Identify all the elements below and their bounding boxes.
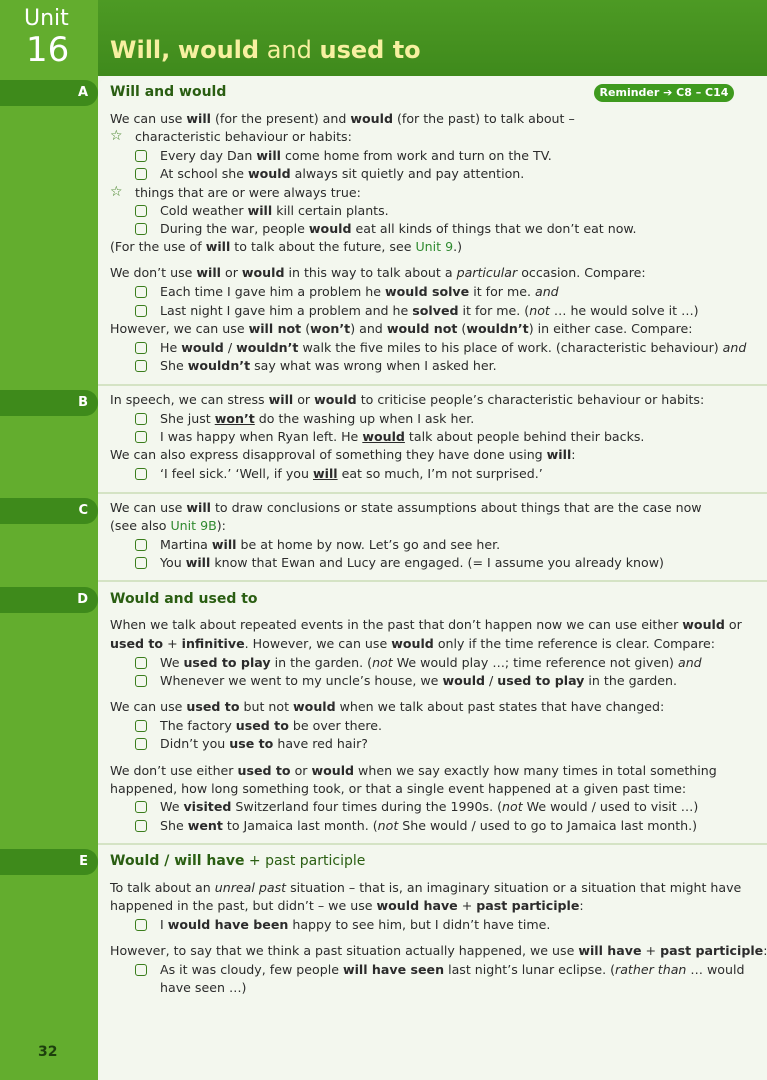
sidebar: [0, 0, 98, 1080]
example-line: Each time I gave him a problem he would solve it for me. and: [160, 284, 559, 299]
example-line: The factory used to be over there.: [160, 718, 383, 733]
unit-label: Unit: [24, 6, 69, 31]
unit-link[interactable]: Unit 9B: [170, 518, 217, 533]
bullet-icon: [135, 413, 147, 425]
example-line: I would have been happy to see him, but I didn’t have time.: [160, 917, 551, 932]
bullet-icon: [135, 801, 147, 813]
section-d-title: Would and used to: [110, 591, 258, 607]
text-line: However, to say that we think a past situation actually happened, we use will have + past participle: [110, 943, 764, 958]
bullet-icon: [135, 342, 147, 354]
bullet-icon: [135, 286, 147, 298]
bullet-icon: [135, 820, 147, 832]
example-line: She went to Jamaica last month. (not She would / used to go to Jamaica last month.): [160, 818, 698, 833]
text-line: We don’t use will or would in this way to talk about a particular occasion. Compare:: [110, 265, 646, 280]
example-line: She wouldn’t say what was wrong when I asked her.: [160, 358, 497, 373]
bullet-icon: [135, 539, 147, 551]
bullet-icon: [135, 205, 147, 217]
example-line: Every day Dan will come home from work and turn on the TV.: [160, 148, 552, 163]
text-line: (For the use of will to talk about the future, see Unit 9.): [110, 239, 463, 254]
page-title: Will, would and used to: [110, 36, 421, 64]
star-icon: ☆: [110, 184, 123, 200]
text-line: When we talk about repeated events in the past that don’t happen now we can use either would or: [110, 617, 742, 632]
sub-heading: characteristic behaviour or habits:: [135, 129, 352, 144]
unit-link[interactable]: Unit 9: [415, 239, 454, 254]
bullet-icon: [135, 720, 147, 732]
example-line: have seen …): [160, 980, 247, 995]
section-tab-d: D: [0, 587, 98, 613]
bullet-icon: [135, 431, 147, 443]
example-line: As it was cloudy, few people will have seen last night’s lunar eclipse. (rather than … would: [160, 962, 745, 977]
section-tab-c: C: [0, 498, 98, 524]
example-line: We used to play in the garden. (not We would play …; time reference not given) and: [160, 655, 702, 670]
divider: [98, 384, 767, 386]
divider: [98, 843, 767, 845]
example-line: Last night I gave him a problem and he solved it for me. (not … he would solve it …): [160, 303, 699, 318]
text-line: We can use will to draw conclusions or state assumptions about things that are the case now: [110, 500, 702, 515]
divider: [98, 492, 767, 494]
text-line: used to + infinitive. However, we can use would only if the time reference is clear. Compare:: [110, 636, 716, 651]
example-line: Cold weather will kill certain plants.: [160, 203, 389, 218]
example-line: You will know that Ewan and Lucy are engaged. (= I assume you already know): [160, 555, 664, 570]
example-line: We visited Switzerland four times during the 1990s. (not We would / used to visit …): [160, 799, 699, 814]
example-line: Martina will be at home by now. Let’s go and see her.: [160, 537, 501, 552]
bullet-icon: [135, 675, 147, 687]
bullet-icon: [135, 360, 147, 372]
bullet-icon: [135, 150, 147, 162]
text-line: We can use used to but not would when we talk about past states that have changed:: [110, 699, 665, 714]
text-line: (see also Unit 9B):: [110, 518, 226, 533]
bullet-icon: [135, 738, 147, 750]
bullet-icon: [135, 919, 147, 931]
example-line: Whenever we went to my uncle’s house, we would / used to play in the garden.: [160, 673, 677, 688]
bullet-icon: [135, 168, 147, 180]
text-line: We don’t use either used to or would when we say exactly how many times in total something: [110, 763, 717, 778]
text-line: In speech, we can stress will or would to criticise people’s characteristic behaviour or habits:: [110, 392, 705, 407]
bullet-icon: [135, 223, 147, 235]
bullet-icon: [135, 964, 147, 976]
example-line: Didn’t you use to have red hair?: [160, 736, 368, 751]
divider: [98, 580, 767, 582]
bullet-icon: [135, 557, 147, 569]
section-tab-b: B: [0, 390, 98, 416]
sub-heading: things that are or were always true:: [135, 185, 361, 200]
bullet-icon: [135, 305, 147, 317]
bullet-icon: [135, 657, 147, 669]
example-line: I was happy when Ryan left. He would talk about people behind their backs.: [160, 429, 645, 444]
section-tab-e: E: [0, 849, 98, 875]
text-line: happened in the past, but didn’t – we use would have + past participle:: [110, 898, 584, 913]
text-line: We can use will (for the present) and would (for the past) to talk about –: [110, 111, 575, 126]
section-e-title: Would / will have + past participle: [110, 853, 366, 869]
text-line: We can also express disapproval of something they have done using will:: [110, 447, 576, 462]
reminder-badge[interactable]: Reminder ➔ C8 – C14: [594, 84, 734, 102]
example-line: At school she would always sit quietly and pay attention.: [160, 166, 525, 181]
unit-number: 16: [26, 30, 70, 70]
text-line: To talk about an unreal past situation – that is, an imaginary situation or a situation that might have: [110, 880, 742, 895]
bullet-icon: [135, 468, 147, 480]
text-line: However, we can use will not (won’t) and would not (wouldn’t) in either case. Compare:: [110, 321, 693, 336]
example-line: He would / wouldn’t walk the five miles to his place of work. (characteristic behaviour) and: [160, 340, 747, 355]
example-line: During the war, people would eat all kinds of things that we don’t eat now.: [160, 221, 637, 236]
section-a-title: Will and would: [110, 84, 227, 100]
text-line: happened, how long something took, or that a single event happened at a given past time:: [110, 781, 687, 796]
page-number: 32: [38, 1044, 58, 1060]
star-icon: ☆: [110, 128, 123, 144]
section-tab-a: A: [0, 80, 98, 106]
example-line: ‘I feel sick.’ ‘Well, if you will eat so much, I’m not surprised.’: [160, 466, 543, 481]
example-line: She just won’t do the washing up when I ask her.: [160, 411, 475, 426]
